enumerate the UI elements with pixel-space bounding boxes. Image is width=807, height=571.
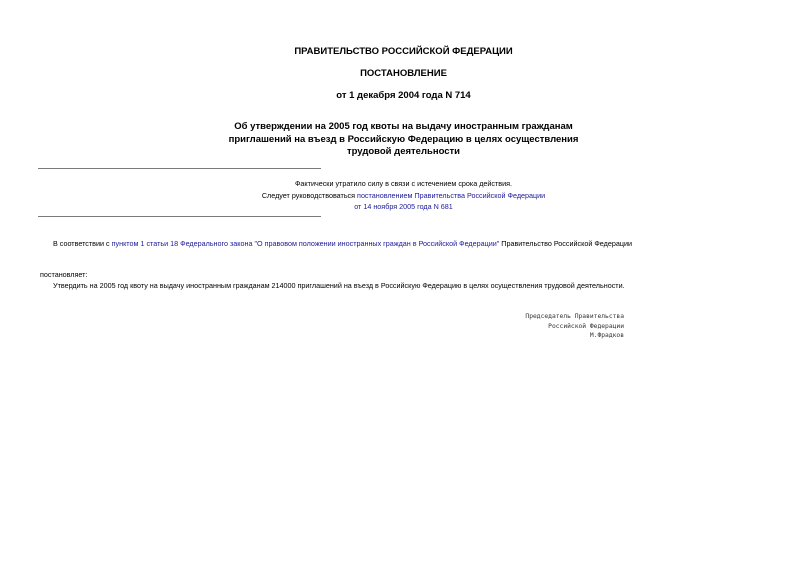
government-heading: ПРАВИТЕЛЬСТВО РОССИЙСКОЙ ФЕДЕРАЦИИ — [294, 46, 513, 57]
signature-line: Председатель Правительства — [525, 313, 624, 320]
status-note — [0, 178, 807, 213]
document-title — [0, 121, 807, 159]
divider-top — [38, 168, 321, 169]
divider-bottom — [38, 216, 321, 217]
signature-line: Российской Федерации — [548, 322, 624, 330]
status-note-line — [0, 190, 807, 202]
preamble-paragraph — [53, 239, 632, 248]
resolution-681-link[interactable]: постановлением Правительства Российской Федерации — [357, 190, 546, 200]
preamble-text-end: Правительство Российской Федерации — [499, 239, 632, 248]
status-note-text: Следует руководствоваться — [261, 190, 358, 200]
document-date-number: от 1 декабря 2004 года N 714 — [336, 90, 471, 101]
quota-paragraph: Утвердить на 2005 год квоту на выдачу иностранным гражданам 214000 приглашений на въезд в Российскую Федерацию в целях осуществления трудовой деятельности. — [53, 281, 625, 290]
resolution-681-date-link[interactable]: от 14 ноября 2005 года N 681 — [354, 202, 453, 211]
status-note-line: Фактически утратило силу в связи с истечением срока действия. — [294, 179, 513, 188]
title-line: приглашений на въезд в Российскую Федерацию в целях осуществления — [228, 133, 579, 145]
signature-block — [480, 312, 624, 341]
article-18-link[interactable]: пунктом 1 статьи 18 Федерального закона — [111, 239, 253, 248]
title-line: Об утверждении на 2005 год квоты на выдачу иностранным гражданам — [234, 121, 573, 132]
document-type-heading: ПОСТАНОВЛЕНИЕ — [360, 68, 447, 79]
signature-name: М.Фрадков — [589, 332, 624, 339]
title-line: трудовой деятельности — [346, 146, 461, 157]
foreign-citizens-law-link[interactable]: "О правовом положении иностранных граждан в Российской Федерации" — [254, 239, 500, 248]
preamble-text: В соответствии с — [53, 239, 112, 248]
resolves-paragraph: постановляет: — [40, 270, 88, 279]
